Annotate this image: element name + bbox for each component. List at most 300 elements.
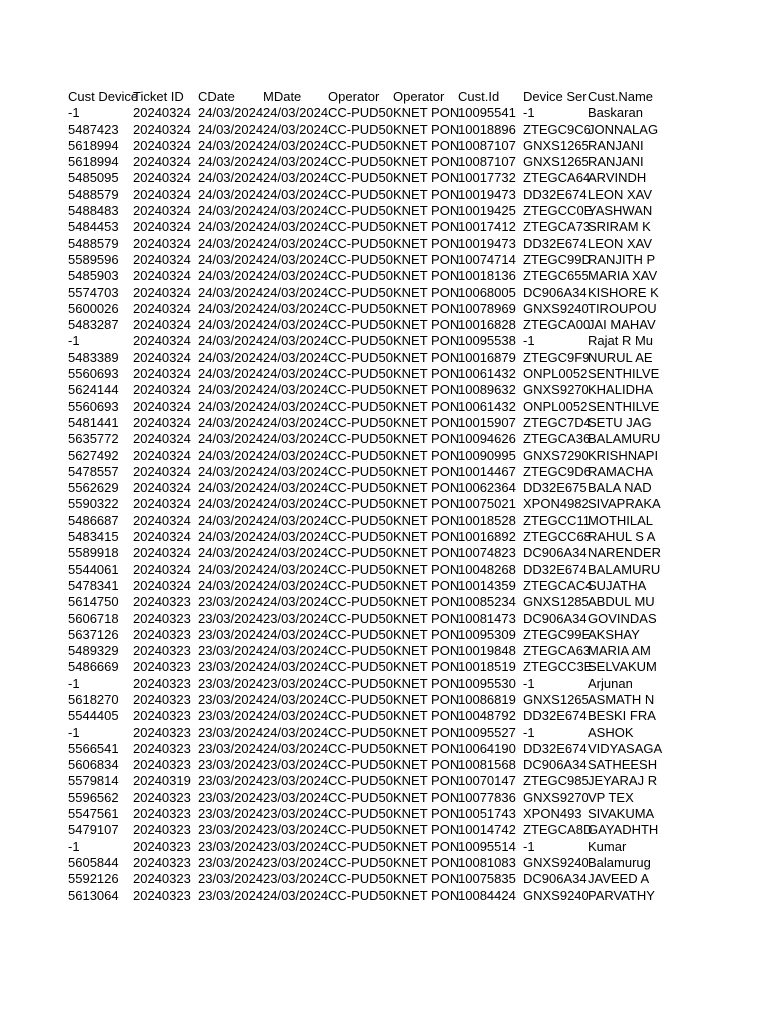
table-cell: KNET PON bbox=[393, 577, 460, 593]
table-cell: 20240323 bbox=[133, 757, 191, 773]
table-row bbox=[68, 513, 654, 529]
table-cell: 23/03/2024 bbox=[263, 871, 329, 887]
table-cell: 24/03/2024 bbox=[263, 333, 329, 349]
table-cell: CC-PUD50 bbox=[328, 675, 394, 691]
table-cell: 24/03/2024 bbox=[263, 643, 329, 659]
table-cell: -1 bbox=[68, 838, 80, 854]
table-cell: 20240324 bbox=[133, 300, 191, 316]
table-cell: KNET PON bbox=[393, 463, 460, 479]
table-cell: 23/03/2024 bbox=[263, 610, 329, 626]
table-cell: 20240323 bbox=[133, 887, 191, 903]
table-cell: 20240323 bbox=[133, 822, 191, 838]
table-row bbox=[68, 643, 654, 659]
table-cell: NURUL AE bbox=[588, 349, 653, 365]
table-cell: GNXS9270 bbox=[523, 382, 589, 398]
table-cell: KNET PON bbox=[393, 480, 460, 496]
table-cell: 20240323 bbox=[133, 871, 191, 887]
table-cell: CC-PUD50 bbox=[328, 757, 394, 773]
table-cell: 24/03/2024 bbox=[198, 463, 264, 479]
table-cell: 5566541 bbox=[68, 740, 119, 756]
table-cell: 10095527 bbox=[458, 724, 516, 740]
table-cell: 23/03/2024 bbox=[198, 806, 264, 822]
table-cell: 10087107 bbox=[458, 154, 516, 170]
table-cell: CC-PUD50 bbox=[328, 871, 394, 887]
table-cell: 24/03/2024 bbox=[263, 137, 329, 153]
table-row bbox=[68, 333, 654, 349]
table-cell: KNET PON bbox=[393, 773, 460, 789]
table-cell: 5485903 bbox=[68, 268, 119, 284]
table-cell: 10095530 bbox=[458, 675, 516, 691]
table-cell: MARIA AM bbox=[588, 643, 651, 659]
table-cell: KNET PON bbox=[393, 561, 460, 577]
table-cell: CC-PUD50 bbox=[328, 773, 394, 789]
table-cell: ZTEGCA36 bbox=[523, 431, 591, 447]
table-cell: CC-PUD50 bbox=[328, 186, 394, 202]
table-cell: DD32E675 bbox=[523, 480, 587, 496]
table-cell: CC-PUD50 bbox=[328, 691, 394, 707]
table-cell: CC-PUD50 bbox=[328, 170, 394, 186]
table-cell: KNET PON bbox=[393, 317, 460, 333]
table-cell: NARENDER bbox=[588, 545, 661, 561]
table-cell: SATHEESH bbox=[588, 757, 658, 773]
table-cell: GOVINDAS bbox=[588, 610, 657, 626]
table-cell: 20240324 bbox=[133, 203, 191, 219]
table-cell: 24/03/2024 bbox=[198, 203, 264, 219]
table-cell: GNXS1265 bbox=[523, 137, 589, 153]
table-cell: 10074714 bbox=[458, 251, 516, 267]
table-cell: 20240324 bbox=[133, 463, 191, 479]
table-cell: CC-PUD50 bbox=[328, 545, 394, 561]
table-cell: CC-PUD50 bbox=[328, 838, 394, 854]
table-cell: SRIRAM K bbox=[588, 219, 651, 235]
table-cell: 20240323 bbox=[133, 691, 191, 707]
table-cell: 24/03/2024 bbox=[198, 366, 264, 382]
table-cell: 20240324 bbox=[133, 512, 191, 528]
table-cell: SENTHILVE bbox=[588, 398, 660, 414]
table-cell: 10090995 bbox=[458, 447, 516, 463]
table-cell: KNET PON bbox=[393, 529, 460, 545]
table-cell: CC-PUD50 bbox=[328, 463, 394, 479]
table-cell: DD32E674 bbox=[523, 235, 587, 251]
table-cell: -1 bbox=[523, 675, 535, 691]
table-cell: ASMATH N bbox=[588, 691, 655, 707]
table-cell: 24/03/2024 bbox=[263, 300, 329, 316]
table-cell: KNET PON bbox=[393, 512, 460, 528]
table-cell: CC-PUD50 bbox=[328, 854, 394, 870]
table-cell: RAHUL S A bbox=[588, 529, 656, 545]
table-cell: 23/03/2024 bbox=[198, 594, 264, 610]
table-cell: 5606834 bbox=[68, 757, 119, 773]
table-cell: 5614750 bbox=[68, 594, 119, 610]
table-cell: 20240323 bbox=[133, 724, 191, 740]
table-cell: -1 bbox=[68, 724, 80, 740]
table-cell: 24/03/2024 bbox=[263, 561, 329, 577]
column-header: Ticket ID bbox=[133, 89, 184, 104]
table-cell: GNXS9240 bbox=[523, 887, 589, 903]
table-cell: 10094626 bbox=[458, 431, 516, 447]
table-cell: KRISHNAPI bbox=[588, 447, 659, 463]
table-cell: 24/03/2024 bbox=[263, 626, 329, 642]
table-cell: 24/03/2024 bbox=[198, 154, 264, 170]
table-row bbox=[68, 594, 654, 610]
table-cell: 24/03/2024 bbox=[263, 186, 329, 202]
table-cell: ZTEGC9F9 bbox=[523, 349, 590, 365]
table-cell: RAMACHA bbox=[588, 463, 654, 479]
table-cell: 10017732 bbox=[458, 170, 516, 186]
table-cell: 10019848 bbox=[458, 643, 516, 659]
table-cell: Balamurug bbox=[588, 854, 651, 870]
table-cell: GNXS1265 bbox=[523, 154, 589, 170]
table-cell: 24/03/2024 bbox=[263, 577, 329, 593]
table-row bbox=[68, 708, 654, 724]
table-cell: CC-PUD50 bbox=[328, 219, 394, 235]
table-cell: 20240324 bbox=[133, 251, 191, 267]
table-cell: 24/03/2024 bbox=[198, 268, 264, 284]
table-cell: 24/03/2024 bbox=[198, 300, 264, 316]
table-row bbox=[68, 855, 654, 871]
table-cell: 23/03/2024 bbox=[198, 773, 264, 789]
table-cell: 5478341 bbox=[68, 577, 119, 593]
table-cell: 10085234 bbox=[458, 594, 516, 610]
table-cell: 24/03/2024 bbox=[198, 251, 264, 267]
table-cell: 10077836 bbox=[458, 789, 516, 805]
table-cell: GNXS9270 bbox=[523, 789, 589, 805]
table-cell: KNET PON bbox=[393, 414, 460, 430]
table-cell: CC-PUD50 bbox=[328, 740, 394, 756]
table-cell: 10061432 bbox=[458, 366, 516, 382]
table-cell: 24/03/2024 bbox=[198, 545, 264, 561]
table-cell: 5483287 bbox=[68, 317, 119, 333]
table-cell: KNET PON bbox=[393, 219, 460, 235]
table-cell: CC-PUD50 bbox=[328, 349, 394, 365]
table-cell: Kumar bbox=[588, 838, 627, 854]
table-cell: KNET PON bbox=[393, 284, 460, 300]
table-cell: 10062364 bbox=[458, 480, 516, 496]
table-cell: 23/03/2024 bbox=[263, 789, 329, 805]
table-cell: 24/03/2024 bbox=[263, 366, 329, 382]
table-cell: CC-PUD50 bbox=[328, 317, 394, 333]
table-cell: 20240324 bbox=[133, 414, 191, 430]
table-cell: 23/03/2024 bbox=[198, 643, 264, 659]
table-cell: 24/03/2024 bbox=[198, 333, 264, 349]
table-cell: 24/03/2024 bbox=[263, 105, 329, 121]
table-cell: 24/03/2024 bbox=[198, 121, 264, 137]
table-cell: 24/03/2024 bbox=[263, 317, 329, 333]
table-cell: ZTEGC99E bbox=[523, 626, 591, 642]
table-cell: ARVINDH bbox=[588, 170, 647, 186]
table-cell: 10095538 bbox=[458, 333, 516, 349]
table-row bbox=[68, 610, 657, 627]
table-cell: ZTEGCAC4 bbox=[523, 577, 593, 593]
table-cell: 24/03/2024 bbox=[198, 349, 264, 365]
table-row bbox=[68, 317, 654, 333]
table-cell: KNET PON bbox=[393, 366, 460, 382]
table-cell: 10016879 bbox=[458, 349, 516, 365]
table-cell: 20240324 bbox=[133, 577, 191, 593]
table-cell: 5613064 bbox=[68, 887, 119, 903]
table-cell: 20240323 bbox=[133, 789, 191, 805]
table-cell: CC-PUD50 bbox=[328, 366, 394, 382]
table-cell: 5560693 bbox=[68, 366, 119, 382]
table-row bbox=[68, 773, 658, 789]
table-cell: DD32E674 bbox=[523, 561, 587, 577]
table-cell: 24/03/2024 bbox=[263, 691, 329, 707]
table-cell: 24/03/2024 bbox=[263, 349, 329, 365]
table-cell: 24/03/2024 bbox=[198, 577, 264, 593]
table-row bbox=[68, 757, 658, 773]
table-cell: 10048268 bbox=[458, 561, 516, 577]
table-cell: 5600026 bbox=[68, 300, 119, 316]
table-cell: ZTEGC99D bbox=[523, 251, 591, 267]
table-cell: KNET PON bbox=[393, 154, 460, 170]
table-row bbox=[68, 659, 657, 675]
table-cell: JAVEED A bbox=[588, 871, 650, 887]
table-cell: 10016892 bbox=[458, 529, 516, 545]
table-cell: ZTEGCC3E bbox=[523, 659, 593, 675]
table-cell: ZTEGCA00 bbox=[523, 317, 591, 333]
table-cell: 20240324 bbox=[133, 137, 191, 153]
table-cell: JEYARAJ R bbox=[588, 773, 658, 789]
table-cell: 23/03/2024 bbox=[263, 773, 329, 789]
table-cell: 10070147 bbox=[458, 773, 516, 789]
table-cell: 23/03/2024 bbox=[198, 887, 264, 903]
table-cell: KNET PON bbox=[393, 838, 460, 854]
table-cell: -1 bbox=[523, 838, 535, 854]
table-cell: KNET PON bbox=[393, 757, 460, 773]
table-cell: SIVAKUMA bbox=[588, 806, 655, 822]
table-cell: 5579814 bbox=[68, 773, 119, 789]
table-cell: LEON XAV bbox=[588, 186, 653, 202]
table-cell: 20240324 bbox=[133, 170, 191, 186]
table-cell: 5485095 bbox=[68, 170, 119, 186]
table-cell: 20240323 bbox=[133, 838, 191, 854]
table-cell: CC-PUD50 bbox=[328, 251, 394, 267]
table-row bbox=[68, 806, 654, 822]
table-cell: KISHORE K bbox=[588, 284, 659, 300]
table-cell: 20240323 bbox=[133, 740, 191, 756]
table-cell: SIVAPRAKA bbox=[588, 496, 661, 512]
table-cell: SELVAKUM bbox=[588, 659, 657, 675]
table-cell: 20240324 bbox=[133, 447, 191, 463]
table-cell: 20240323 bbox=[133, 854, 191, 870]
table-cell: CC-PUD50 bbox=[328, 806, 394, 822]
table-row bbox=[68, 236, 654, 252]
table-cell: 20240323 bbox=[133, 610, 191, 626]
table-cell: 10018519 bbox=[458, 659, 516, 675]
table-cell: SETU JAG bbox=[588, 414, 652, 430]
table-cell: 10014359 bbox=[458, 577, 516, 593]
table-cell: ASHOK bbox=[588, 724, 634, 740]
table-cell: 24/03/2024 bbox=[263, 463, 329, 479]
table-cell: 24/03/2024 bbox=[263, 480, 329, 496]
table-cell: 10095514 bbox=[458, 838, 516, 854]
table-cell: 24/03/2024 bbox=[198, 219, 264, 235]
table-cell: 5481441 bbox=[68, 414, 119, 430]
table-cell: ONPL0052 bbox=[523, 366, 588, 382]
table-cell: 24/03/2024 bbox=[198, 431, 264, 447]
table-cell: 10068005 bbox=[458, 284, 516, 300]
table-cell: 23/03/2024 bbox=[198, 871, 264, 887]
table-cell: KNET PON bbox=[393, 121, 460, 137]
table-row bbox=[68, 545, 661, 561]
table-cell: DC906A34 bbox=[523, 284, 587, 300]
table-cell: KNET PON bbox=[393, 496, 460, 512]
table-cell: KNET PON bbox=[393, 854, 460, 870]
table-cell: 24/03/2024 bbox=[263, 708, 329, 724]
table-row bbox=[68, 496, 661, 512]
table-cell: Arjunan bbox=[588, 675, 633, 691]
table-row bbox=[68, 154, 654, 170]
table-cell: 5486687 bbox=[68, 512, 119, 528]
table-cell: CC-PUD50 bbox=[328, 431, 394, 447]
table-cell: 24/03/2024 bbox=[263, 170, 329, 186]
table-cell: 24/03/2024 bbox=[263, 235, 329, 251]
table-cell: 10014742 bbox=[458, 822, 516, 838]
table-cell: 5592126 bbox=[68, 871, 119, 887]
table-cell: CC-PUD50 bbox=[328, 300, 394, 316]
table-cell: CC-PUD50 bbox=[328, 659, 394, 675]
table-cell: 24/03/2024 bbox=[198, 235, 264, 251]
table-cell: 24/03/2024 bbox=[263, 251, 329, 267]
table-cell: GNXS1285 bbox=[523, 594, 589, 610]
table-cell: KNET PON bbox=[393, 594, 460, 610]
table-cell: 24/03/2024 bbox=[263, 154, 329, 170]
table-cell: CC-PUD50 bbox=[328, 268, 394, 284]
table-cell: 10081473 bbox=[458, 610, 516, 626]
table-cell: CC-PUD50 bbox=[328, 822, 394, 838]
table-cell: -1 bbox=[68, 675, 80, 691]
table-cell: 20240324 bbox=[133, 284, 191, 300]
column-header: Cust Device bbox=[68, 89, 139, 104]
table-cell: 10095309 bbox=[458, 626, 516, 642]
table-cell: 20240324 bbox=[133, 186, 191, 202]
table-cell: 5562629 bbox=[68, 480, 119, 496]
table-cell: ZTEGCC0E bbox=[523, 203, 593, 219]
table-cell: 23/03/2024 bbox=[198, 724, 264, 740]
table-body bbox=[68, 105, 663, 904]
table-row bbox=[68, 121, 659, 138]
table-row bbox=[68, 578, 654, 594]
table-cell: CC-PUD50 bbox=[328, 235, 394, 251]
table-cell: 5560693 bbox=[68, 398, 119, 414]
table-cell: 20240323 bbox=[133, 659, 191, 675]
table-row bbox=[68, 431, 661, 447]
table-cell: 24/03/2024 bbox=[263, 512, 329, 528]
table-cell: 20240319 bbox=[133, 773, 191, 789]
table-cell: KNET PON bbox=[393, 659, 460, 675]
table-row bbox=[68, 350, 654, 366]
table-cell: 5544061 bbox=[68, 561, 119, 577]
table-cell: CC-PUD50 bbox=[328, 398, 394, 414]
table-cell: 24/03/2024 bbox=[198, 496, 264, 512]
table-cell: CC-PUD50 bbox=[328, 594, 394, 610]
table-row bbox=[68, 382, 654, 398]
table-cell: KNET PON bbox=[393, 740, 460, 756]
table-cell: KNET PON bbox=[393, 398, 460, 414]
table-cell: 24/03/2024 bbox=[263, 284, 329, 300]
table-cell: 24/03/2024 bbox=[263, 447, 329, 463]
table-cell: 20240324 bbox=[133, 154, 191, 170]
table-cell: 5488483 bbox=[68, 203, 119, 219]
table-cell: 23/03/2024 bbox=[198, 838, 264, 854]
table-cell: 24/03/2024 bbox=[198, 170, 264, 186]
table-cell: 5589596 bbox=[68, 251, 119, 267]
column-header: Cust.Name bbox=[588, 89, 654, 104]
table-row bbox=[68, 252, 654, 268]
table-cell: 20240324 bbox=[133, 219, 191, 235]
table-cell: 5479107 bbox=[68, 822, 119, 838]
table-cell: DC906A34 bbox=[523, 871, 587, 887]
table-cell: KHALIDHA bbox=[588, 382, 654, 398]
table-cell: 5547561 bbox=[68, 806, 119, 822]
table-cell: 23/03/2024 bbox=[263, 838, 329, 854]
table-cell: KNET PON bbox=[393, 235, 460, 251]
table-cell: 10018136 bbox=[458, 268, 516, 284]
table-cell: KNET PON bbox=[393, 545, 460, 561]
table-cell: 5618994 bbox=[68, 154, 119, 170]
table-cell: 10075835 bbox=[458, 871, 516, 887]
table-cell: KNET PON bbox=[393, 806, 460, 822]
table-row bbox=[68, 790, 654, 806]
table-cell: 20240324 bbox=[133, 333, 191, 349]
table-cell: 24/03/2024 bbox=[198, 447, 264, 463]
table-cell: 10018528 bbox=[458, 512, 516, 528]
table-cell: 23/03/2024 bbox=[198, 675, 264, 691]
table-cell: 20240324 bbox=[133, 121, 191, 137]
table-cell: 24/03/2024 bbox=[198, 561, 264, 577]
table-cell: SENTHILVE bbox=[588, 366, 660, 382]
table-cell: CC-PUD50 bbox=[328, 887, 394, 903]
table-cell: 24/03/2024 bbox=[263, 740, 329, 756]
table-cell: XPON493 bbox=[523, 806, 582, 822]
table-cell: KNET PON bbox=[393, 186, 460, 202]
table-cell: DD32E674 bbox=[523, 708, 587, 724]
table-cell: ZTEGCA63 bbox=[523, 643, 591, 659]
table-cell: 10019473 bbox=[458, 186, 516, 202]
table-cell: KNET PON bbox=[393, 789, 460, 805]
table-cell: GNXS1265 bbox=[523, 691, 589, 707]
table-cell: 10095541 bbox=[458, 105, 516, 121]
table-cell: -1 bbox=[523, 105, 535, 121]
table-cell: CC-PUD50 bbox=[328, 447, 394, 463]
table-cell: 23/03/2024 bbox=[263, 806, 329, 822]
table-cell: 10017412 bbox=[458, 219, 516, 235]
table-cell: 24/03/2024 bbox=[263, 887, 329, 903]
table-cell: 5596562 bbox=[68, 789, 119, 805]
table-cell: GNXS9240 bbox=[523, 300, 589, 316]
table-cell: 20240324 bbox=[133, 366, 191, 382]
table-cell: DD32E674 bbox=[523, 186, 587, 202]
table-cell: 10019425 bbox=[458, 203, 516, 219]
table-cell: CC-PUD50 bbox=[328, 708, 394, 724]
table-cell: 10081083 bbox=[458, 854, 516, 870]
table-cell: DC906A34 bbox=[523, 757, 587, 773]
table-cell: KNET PON bbox=[393, 431, 460, 447]
table-row bbox=[68, 464, 654, 480]
table-cell: KNET PON bbox=[393, 610, 460, 626]
table-cell: 10078969 bbox=[458, 300, 516, 316]
table-cell: KNET PON bbox=[393, 300, 460, 316]
table-cell: 23/03/2024 bbox=[263, 854, 329, 870]
table-cell: 10051743 bbox=[458, 806, 516, 822]
column-header: Device Ser bbox=[523, 89, 587, 104]
table-cell: 24/03/2024 bbox=[263, 219, 329, 235]
table-cell: CC-PUD50 bbox=[328, 154, 394, 170]
table-row bbox=[68, 219, 654, 235]
table-cell: 24/03/2024 bbox=[198, 512, 264, 528]
table-cell: ZTEGCA8D bbox=[523, 822, 593, 838]
table-cell: Rajat R Mu bbox=[588, 333, 654, 349]
